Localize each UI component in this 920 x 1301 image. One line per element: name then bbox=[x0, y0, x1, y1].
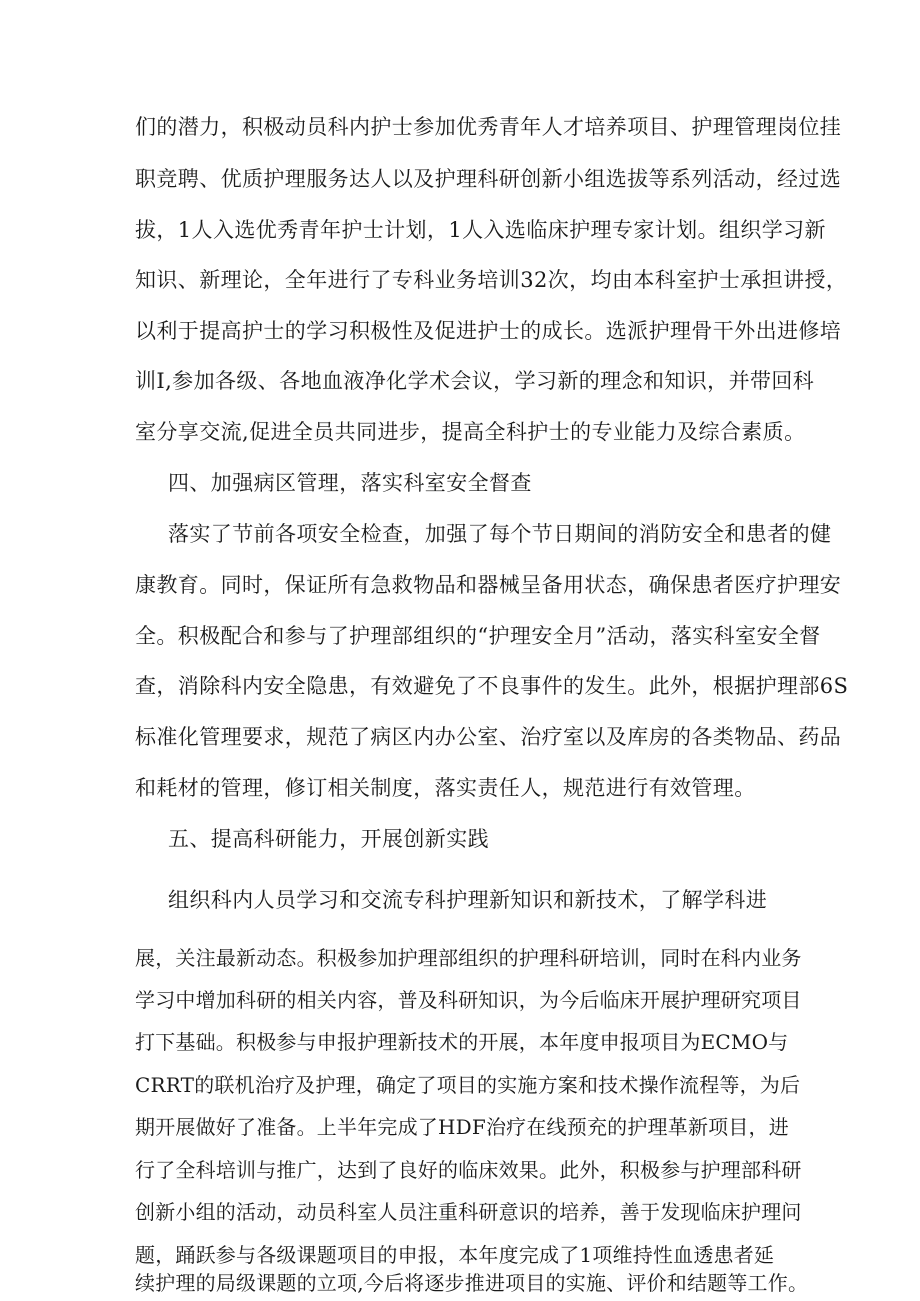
paragraph-line: 和耗材的管理，修订相关制度，落实责任人，规范进行有效管理。 bbox=[135, 776, 756, 800]
paragraph-line: 标准化管理要求，规范了病区内办公室、治疗室以及库房的各类物品、药品 bbox=[135, 725, 842, 749]
section-heading-5: 五、提高科研能力，开展创新实践 bbox=[168, 827, 489, 851]
paragraph-line: 康教育。同时，保证所有急救物品和器械呈备用状态，确保患者医疗护理安 bbox=[135, 573, 842, 597]
paragraph-line: 展，关注最新动态。积极参加护理部组织的护理科研培训，同时在科内业务 bbox=[135, 946, 802, 970]
paragraph-line: 查，消除科内安全隐患，有效避免了不良事件的发生。此外，根据护理部6S bbox=[135, 674, 849, 698]
paragraph-line: 以利于提高护士的学习积极性及促进护士的成长。选派护理骨干外出进修培 bbox=[135, 319, 842, 343]
paragraph-line: 训I,参加各级、各地血液净化学术会议，学习新的理念和知识，并带回科 bbox=[135, 369, 815, 393]
paragraph-line: 拔，1人入选优秀青年护士计划，1人入选临床护理专家计划。组织学习新 bbox=[135, 218, 826, 242]
paragraph-line: 题，踊跃参与各级课题项目的申报，本年度完成了1项维持性血透患者延 bbox=[135, 1243, 775, 1267]
paragraph-line: 创新小组的活动，动员科室人员注重科研意识的培养，善于发现临床护理问 bbox=[135, 1200, 802, 1224]
paragraph-line: 职竞聘、优质护理服务达人以及护理科研创新小组选拔等系列活动，经过选 bbox=[135, 167, 842, 191]
paragraph-line: 续护理的局级课题的立项,今后将逐步推进项目的实施、评价和结题等工作。 bbox=[135, 1271, 809, 1295]
paragraph-line: 行了全科培训与推广，达到了良好的临床效果。此外，积极参与护理部科研 bbox=[135, 1158, 802, 1182]
paragraph-line: 学习中增加科研的相关内容，普及科研知识，为今后临床开展护理研究项目 bbox=[135, 988, 802, 1012]
paragraph-line: 室分享交流,促进全员共同进步，提高全科护士的专业能力及综合素质。 bbox=[135, 420, 806, 444]
paragraph-line: 全。积极配合和参与了护理部组织的“护理安全月”活动，落实科室安全督 bbox=[135, 624, 821, 648]
paragraph-line: 知识、新理论，全年进行了专科业务培训32次，均由本科室护士承担讲授， bbox=[135, 268, 848, 292]
paragraph-line: CRRT的联机治疗及护理，确定了项目的实施方案和技术操作流程等，为后 bbox=[135, 1073, 801, 1097]
paragraph-line: 们的潜力，积极动员科内护士参加优秀青年人才培养项目、护理管理岗位挂 bbox=[135, 115, 842, 139]
paragraph-line: 打下基础。积极参与申报护理新技术的开展，本年度申报项目为ECMO与 bbox=[135, 1030, 789, 1054]
paragraph-line: 落实了节前各项安全检查，加强了每个节日期间的消防安全和患者的健 bbox=[168, 522, 832, 546]
paragraph-line: 组织科内人员学习和交流专科护理新知识和新技术，了解学科进 bbox=[168, 888, 768, 912]
paragraph-line: 期开展做好了准备。上半年完成了HDF治疗在线预充的护理革新项目，进 bbox=[135, 1115, 789, 1139]
section-heading-4: 四、加强病区管理，落实科室安全督查 bbox=[168, 471, 532, 495]
